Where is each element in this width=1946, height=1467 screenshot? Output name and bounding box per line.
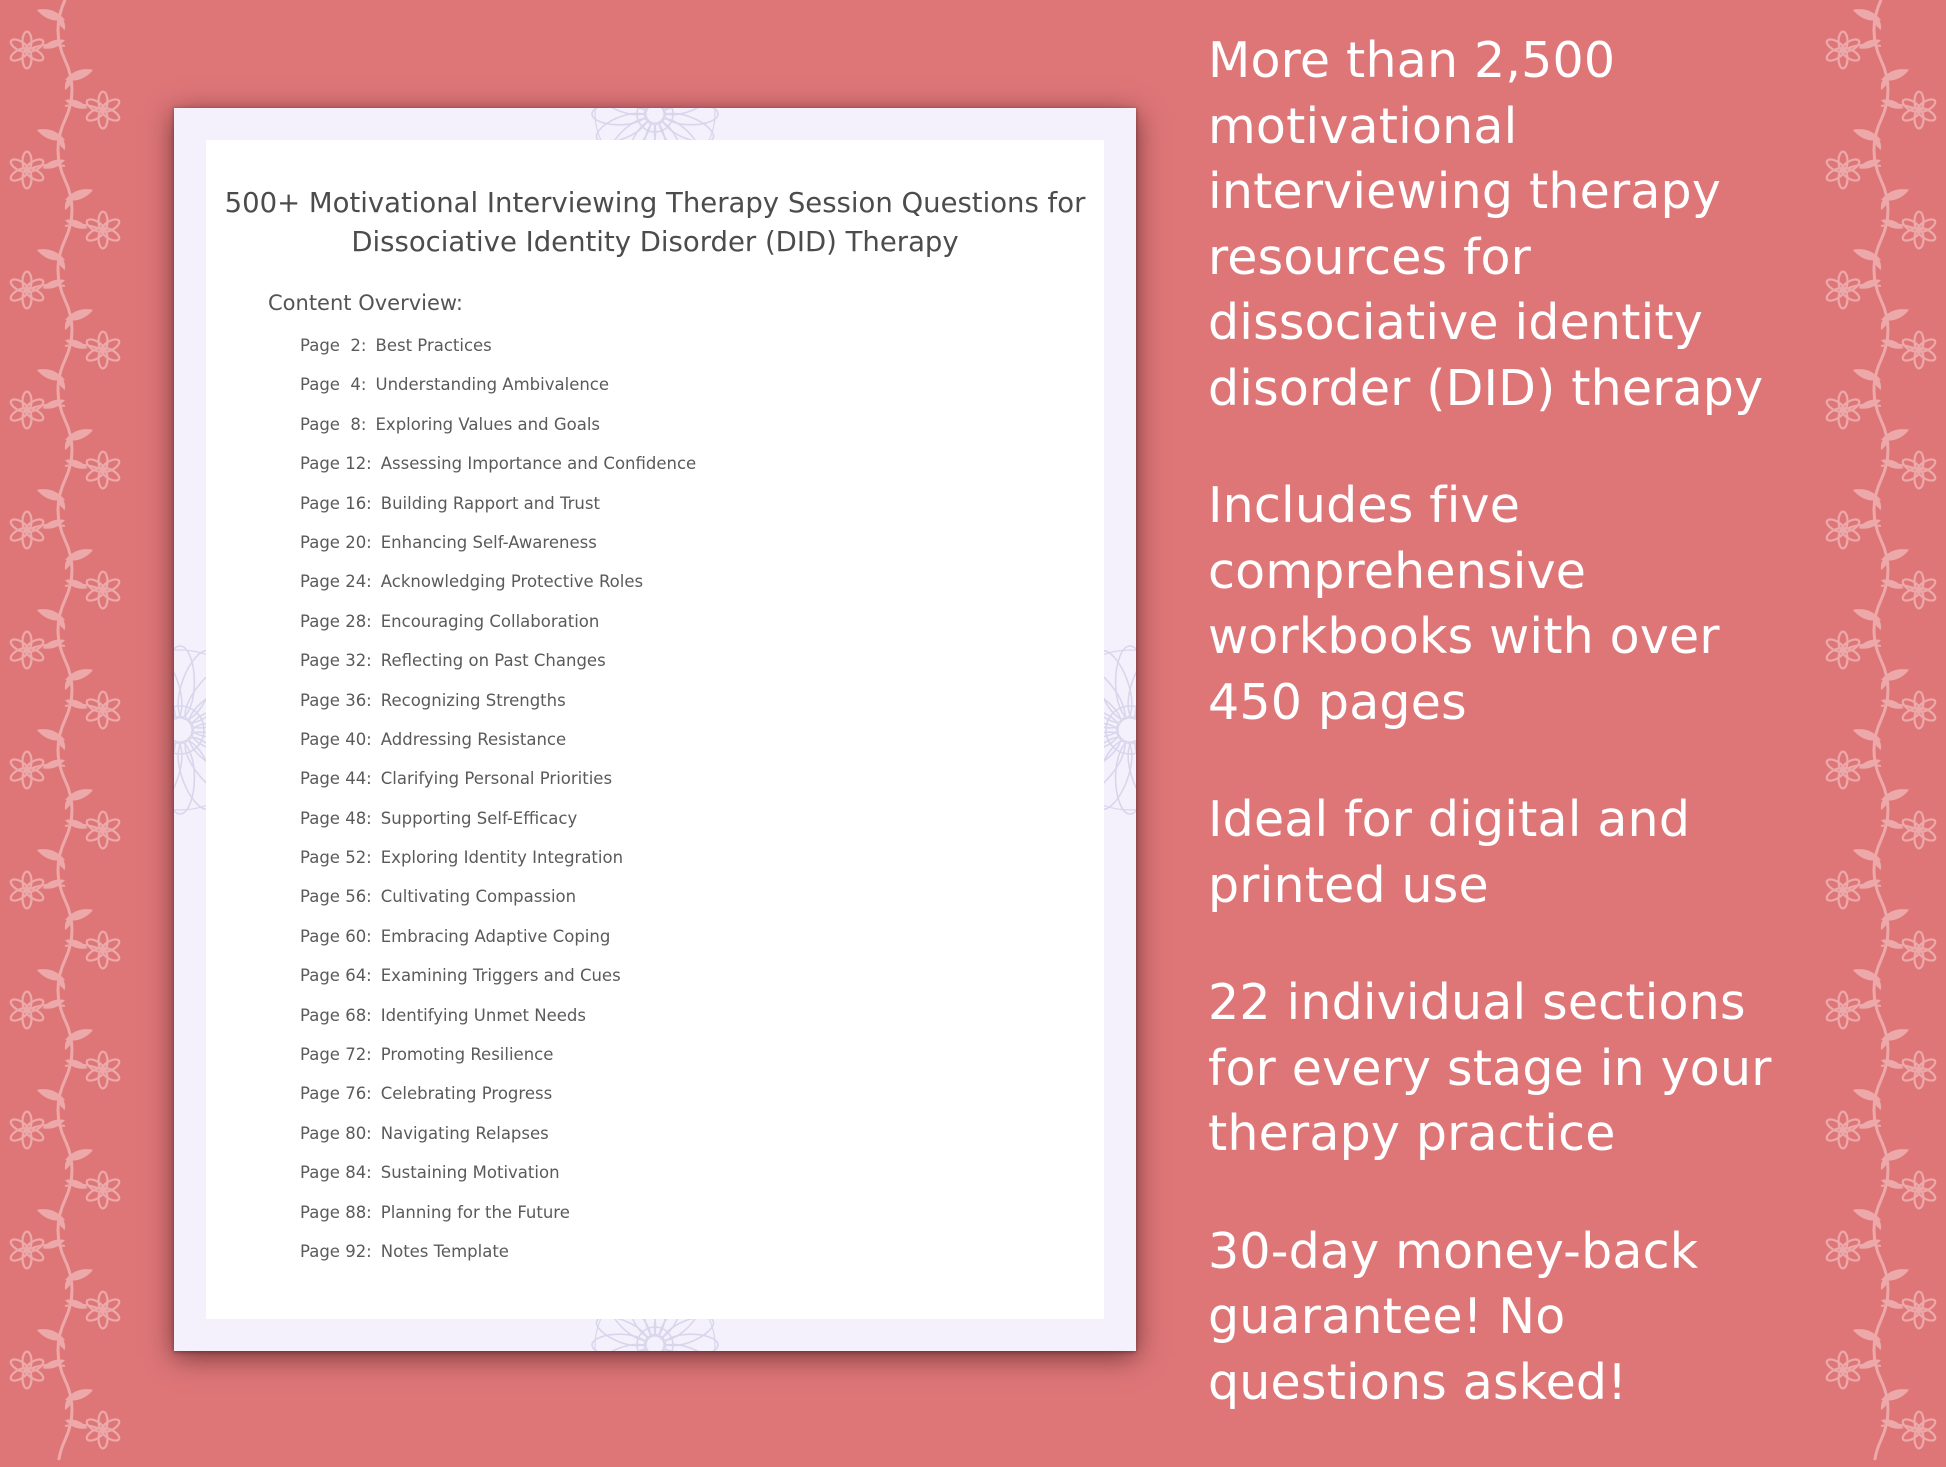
mandala-left-icon (174, 610, 206, 850)
toc-page-number: Page 32: (300, 651, 372, 671)
toc-item (300, 572, 696, 611)
feature-list (1208, 28, 1808, 1467)
toc-page-number: Page 84: (300, 1163, 372, 1183)
toc-page-number: Page 28: (300, 611, 372, 631)
toc-topic: Recognizing Strengths (380, 690, 566, 710)
toc-page-number: Page 64: (300, 966, 372, 986)
toc-item (300, 1045, 696, 1084)
toc-page-number: Page 8: (300, 414, 367, 434)
feature-text: 30-day money-back guarantee! No questions asked! (1208, 1222, 1699, 1411)
toc-topic: Reflecting on Past Changes (380, 651, 606, 671)
toc-page-number: Page 40: (300, 729, 372, 749)
toc-topic: Building Rapport and Trust (380, 493, 600, 513)
toc-item (300, 415, 696, 454)
toc-item (300, 1006, 696, 1045)
toc-page-number: Page 4: (300, 375, 367, 395)
toc-page-number: Page 2: (300, 336, 367, 355)
toc-page-number: Page 76: (300, 1084, 372, 1104)
feature-text: 22 individual sections for every stage in your therapy practice (1208, 974, 1772, 1162)
toc-item (300, 454, 696, 493)
toc-item (300, 1242, 696, 1281)
toc-topic: Promoting Resilience (380, 1045, 554, 1065)
toc-topic: Celebrating Progress (380, 1084, 553, 1104)
toc-topic: Supporting Self-Efficacy (380, 808, 578, 828)
toc-topic: Embracing Adaptive Coping (380, 926, 611, 946)
floral-vine-right-icon (1816, 0, 1946, 1460)
toc-page-number: Page 12: (300, 454, 372, 474)
toc-topic: Addressing Resistance (380, 729, 567, 749)
mandala-right-icon (1104, 610, 1136, 850)
toc-topic: Assessing Importance and Confidence (380, 454, 697, 474)
toc-page-number: Page 20: (300, 532, 372, 552)
toc-item (300, 375, 696, 414)
toc-item (300, 769, 696, 808)
mandala-top-icon (505, 108, 805, 140)
toc-topic: Exploring Values and Goals (375, 414, 600, 434)
toc-topic: Enhancing Self-Awareness (380, 532, 597, 552)
toc-page-number: Page 52: (300, 848, 372, 868)
toc-item (300, 848, 696, 887)
toc-topic: Acknowledging Protective Roles (380, 572, 644, 592)
toc-page-number: Page 80: (300, 1123, 372, 1143)
feature-text: More than 2,500 motivational interviewing therapy resources for dissociative identity disorder (DID) therapy (1208, 32, 1764, 417)
content-overview-label: Content Overview: (268, 291, 463, 315)
toc-item (300, 809, 696, 848)
toc-topic: Navigating Relapses (380, 1123, 549, 1143)
toc-topic: Clarifying Personal Priorities (380, 769, 613, 789)
document-content-area (206, 140, 1104, 1319)
toc-item (300, 691, 696, 730)
toc-item (300, 927, 696, 966)
toc-page-number: Page 72: (300, 1045, 372, 1065)
toc-page-number: Page 56: (300, 887, 372, 907)
toc-topic: Planning for the Future (380, 1202, 570, 1222)
toc-page-number: Page 48: (300, 808, 372, 828)
toc-topic: Cultivating Compassion (380, 887, 577, 907)
toc-topic: Notes Template (380, 1241, 509, 1261)
toc-item (300, 1203, 696, 1242)
toc-page-number: Page 44: (300, 769, 372, 789)
toc-topic: Sustaining Motivation (380, 1163, 560, 1183)
toc-item (300, 494, 696, 533)
toc-item (300, 730, 696, 769)
floral-vine-left-icon (0, 0, 130, 1460)
toc-topic: Exploring Identity Integration (380, 848, 624, 868)
toc-page-number: Page 68: (300, 1005, 372, 1025)
toc-item (300, 1084, 696, 1123)
toc-item (300, 651, 696, 690)
toc-item (300, 966, 696, 1005)
document-preview-page (174, 108, 1136, 1351)
toc-topic: Examining Triggers and Cues (380, 966, 621, 986)
toc-page-number: Page 88: (300, 1202, 372, 1222)
toc-page-number: Page 60: (300, 926, 372, 946)
document-title: 500+ Motivational Interviewing Therapy Session Questions for Dissociative Identity Disorder (DID) Therapy (224, 187, 1086, 258)
toc-topic: Encouraging Collaboration (380, 611, 600, 631)
toc-topic: Identifying Unmet Needs (380, 1005, 586, 1025)
toc-item (300, 1163, 696, 1202)
toc-page-number: Page 36: (300, 690, 372, 710)
feature-text: Ideal for digital and printed use (1208, 791, 1691, 914)
toc-page-number: Page 92: (300, 1241, 372, 1261)
toc-item (300, 612, 696, 651)
toc-item (300, 533, 696, 572)
toc-page-number: Page 16: (300, 493, 372, 513)
feature-text: Includes five comprehensive workbooks with over 450 pages (1208, 477, 1720, 731)
toc-item (300, 1124, 696, 1163)
table-of-contents (300, 336, 696, 1281)
toc-topic: Best Practices (375, 336, 492, 355)
toc-item (300, 887, 696, 926)
toc-item (300, 336, 696, 375)
mandala-bottom-icon (505, 1319, 805, 1351)
toc-topic: Understanding Ambivalence (375, 375, 610, 395)
toc-page-number: Page 24: (300, 572, 372, 592)
